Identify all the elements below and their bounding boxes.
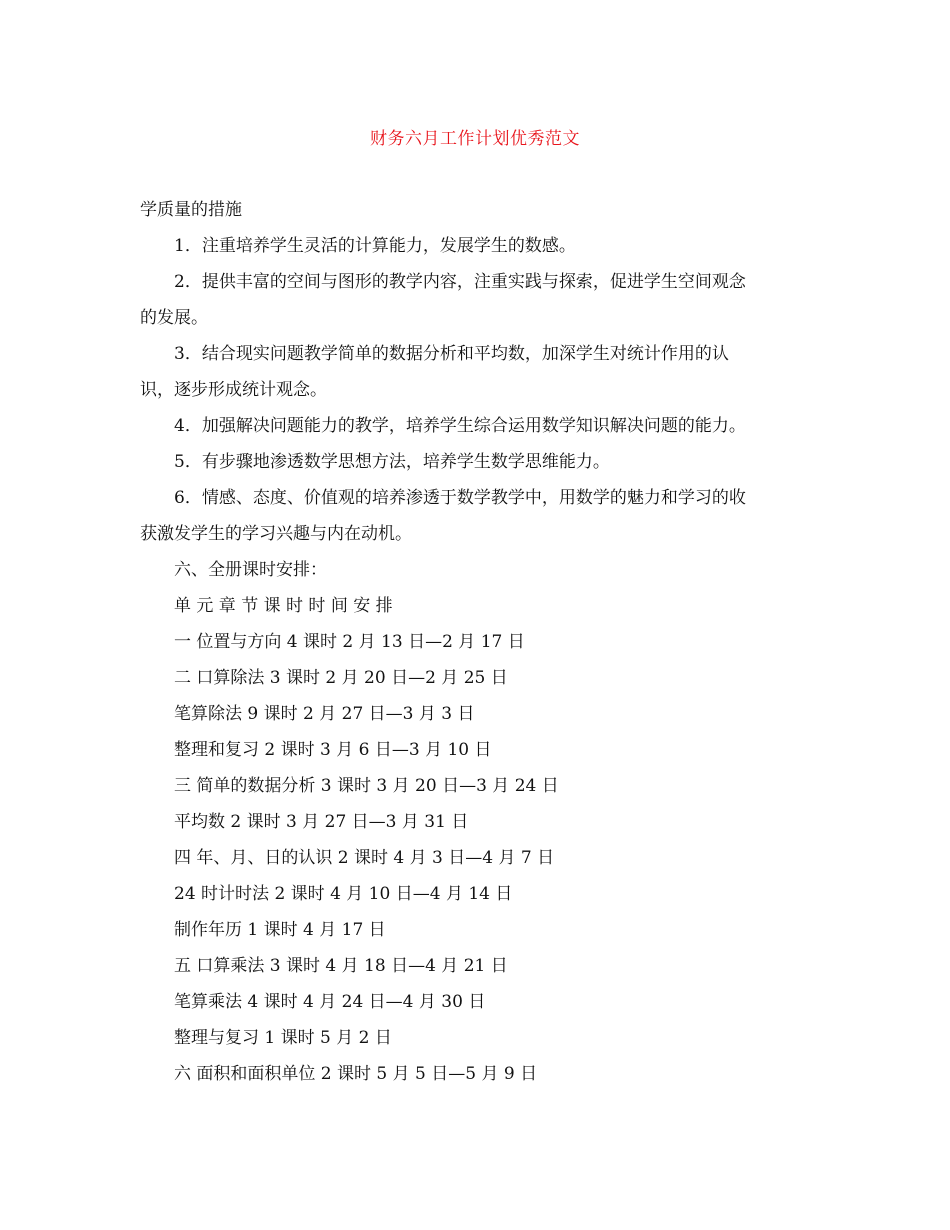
- document-title: 财务六月工作计划优秀范文: [370, 129, 580, 149]
- schedule-header: 单 元 章 节 课 时 时 间 安 排: [174, 596, 393, 616]
- schedule-row: 一 位置与方向 4 课时 2 月 13 日—2 月 17 日: [174, 632, 525, 652]
- schedule-row: 笔算乘法 4 课时 4 月 24 日—4 月 30 日: [174, 992, 486, 1012]
- schedule-row: 制作年历 1 课时 4 月 17 日: [174, 920, 386, 940]
- schedule-row: 整理和复习 2 课时 3 月 6 日—3 月 10 日: [174, 740, 492, 760]
- schedule-row: 二 口算除法 3 课时 2 月 20 日—2 月 25 日: [174, 668, 508, 688]
- paragraph-line: 识，逐步形成统计观念。: [140, 380, 327, 400]
- schedule-row: 笔算除法 9 课时 2 月 27 日—3 月 3 日: [174, 704, 475, 724]
- paragraph-line: 1．注重培养学生灵活的计算能力，发展学生的数感。: [174, 236, 576, 256]
- paragraph-line: 学质量的措施: [140, 200, 242, 220]
- paragraph-line: 的发展。: [140, 308, 208, 328]
- paragraph-line: 2．提供丰富的空间与图形的教学内容，注重实践与探索，促进学生空间观念: [174, 272, 746, 292]
- schedule-row: 平均数 2 课时 3 月 27 日—3 月 31 日: [174, 812, 469, 832]
- schedule-row: 四 年、月、日的认识 2 课时 4 月 3 日—4 月 7 日: [174, 848, 555, 868]
- schedule-row: 六 面积和面积单位 2 课时 5 月 5 日—5 月 9 日: [174, 1064, 538, 1084]
- schedule-row: 24 时计时法 2 课时 4 月 10 日—4 月 14 日: [174, 884, 513, 904]
- schedule-row: 五 口算乘法 3 课时 4 月 18 日—4 月 21 日: [174, 956, 508, 976]
- schedule-row: 整理与复习 1 课时 5 月 2 日: [174, 1028, 392, 1048]
- section-heading: 六、全册课时安排：: [174, 560, 327, 580]
- paragraph-line: 6．情感、态度、价值观的培养渗透于数学教学中，用数学的魅力和学习的收: [174, 488, 746, 508]
- paragraph-line: 获激发学生的学习兴趣与内在动机。: [140, 524, 412, 544]
- paragraph-line: 3．结合现实问题教学简单的数据分析和平均数，加深学生对统计作用的认: [174, 344, 729, 364]
- paragraph-line: 5．有步骤地渗透数学思想方法，培养学生数学思维能力。: [174, 452, 610, 472]
- paragraph-line: 4．加强解决问题能力的教学，培养学生综合运用数学知识解决问题的能力。: [174, 416, 746, 436]
- schedule-row: 三 简单的数据分析 3 课时 3 月 20 日—3 月 24 日: [174, 776, 559, 796]
- document-body: [140, 192, 810, 1092]
